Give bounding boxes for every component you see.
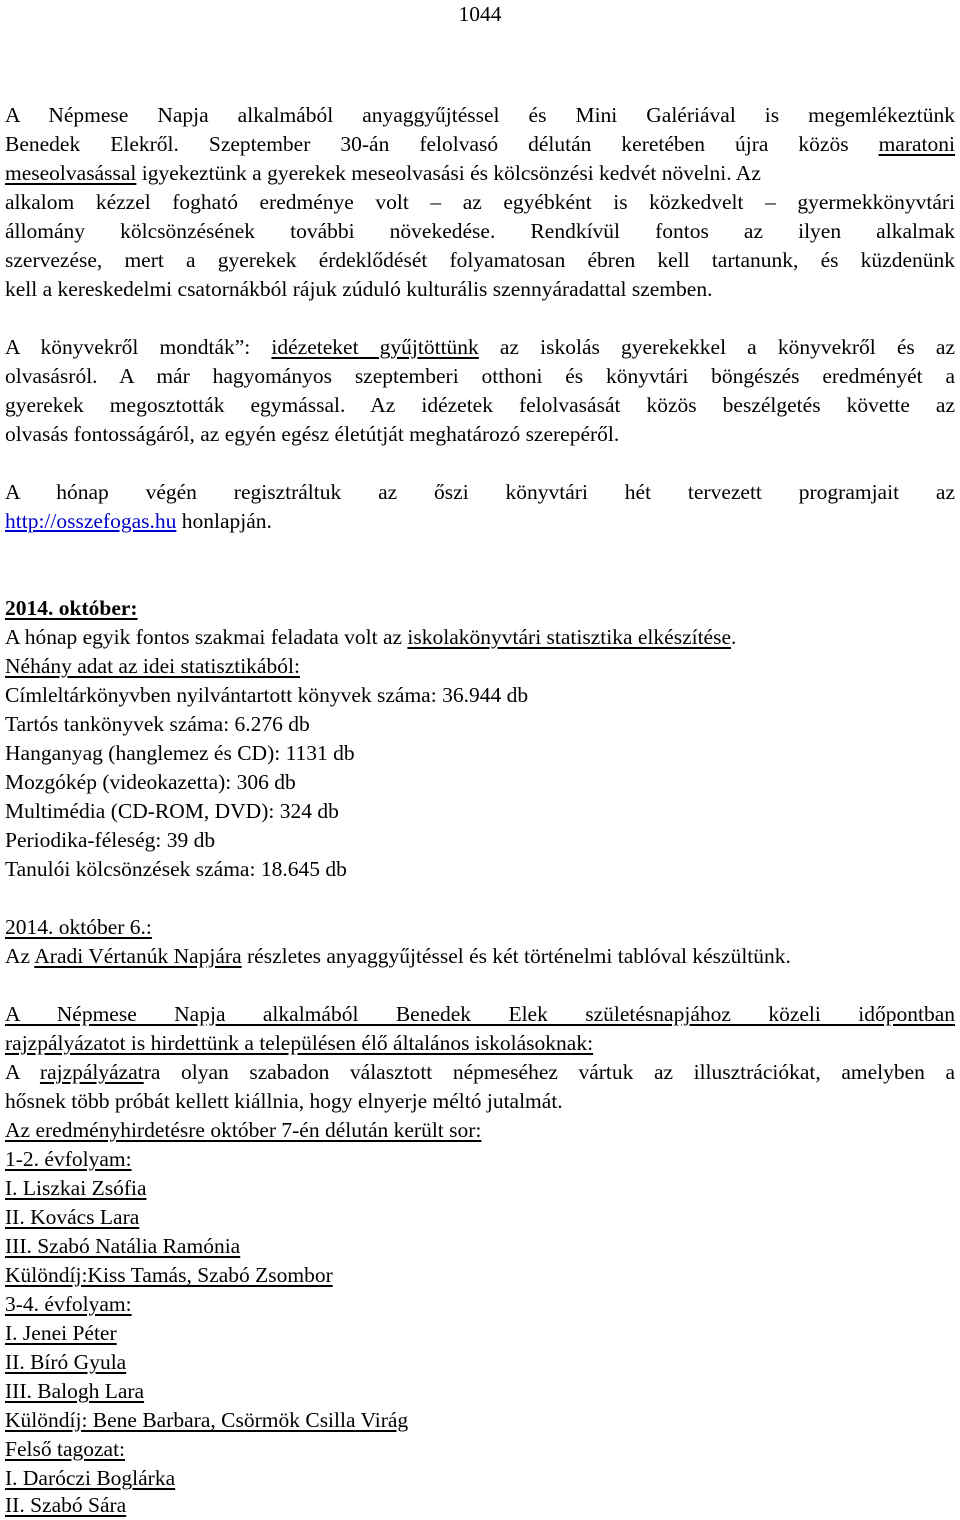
results-item: Különdíj:Kiss Tamás, Szabó Zsombor [5,1263,333,1287]
paragraph-1-line-6: szervezése, mert a gyerekek érdeklődését folyamatosan ébren kell tartanunk, és küzdenünk [5,248,955,272]
results-item: 3-4. évfolyam: [5,1292,132,1316]
results-item: I. Liszkai Zsófia [5,1176,147,1200]
results-item: III. Balogh Lara [5,1379,145,1403]
statistics-item: Mozgókép (videokazetta): 306 db [5,770,296,794]
contest-line-1: A Népmese Napja alkalmából Benedek Elek születésnapjához közeli időpontban [5,1002,955,1026]
underlined-text: maratoni [878,132,955,156]
text: az iskolás gyerekekkel a könyvekről és az [478,335,956,359]
results-item: I. Jenei Péter [5,1321,117,1345]
paragraph-1-line-2 [5,130,955,159]
text: A hónap egyik fontos szakmai feladata volt az [5,625,408,649]
paragraph-1-line-5: állomány kölcsönzésének további növekedése. Rendkívül fontos az ilyen alkalmak [5,219,955,243]
underlined-text: Aradi Vértanúk Napjára [34,944,242,968]
contest-line-4: hősnek több próbát kellett kiállnia, hogy elnyerje méltó jutalmát. [5,1089,563,1113]
paragraph-2-line-4: olvasás fontosságáról, az egyén egész életútját meghatározó szerepéről. [5,422,620,446]
october-heading [5,594,138,623]
statistics-item: Tartós tankönyvek száma: 6.276 db [5,712,310,736]
statistics-item: Hanganyag (hanglemez és CD): 1131 db [5,741,355,765]
statistics-item: Periodika-féleség: 39 db [5,828,216,852]
results-item: III. Szabó Natália Ramónia [5,1234,241,1258]
text: . [731,625,737,649]
paragraph-1-line-7: kell a kereskedelmi csatornákból rájuk zúduló kulturális szennyáradattal szemben. [5,277,713,301]
underlined-text: rajzpályázat [39,1060,144,1084]
contest-line-2: rajzpályázatot is hirdettünk a településen élő általános iskolásoknak: [5,1031,594,1055]
october-6-heading: 2014. október 6.: [5,915,152,939]
results-item: I. Daróczi Boglárka [5,1466,176,1490]
contest-line-3 [5,1058,955,1087]
statistics-item: Címleltárkönyvben nyilvántartott könyvek száma: 36.944 db [5,683,529,707]
results-item: II. Szabó Sára [5,1493,127,1517]
statistics-heading: Néhány adat az idei statisztikából: [5,654,300,678]
results-item: Felső tagozat: [5,1437,126,1461]
text: ra olyan szabadon választott népmeséhez vártuk az illusztrációkat, amelyben a [143,1060,955,1084]
paragraph-2-line-2: olvasásról. A már hagyományos szeptemberi otthoni és könyvtári böngészés eredményét a [5,364,955,388]
results-item: II. Kovács Lara [5,1205,140,1229]
website-link[interactable]: http://osszefogas.hu [5,509,177,533]
paragraph-2-line-1 [5,333,955,362]
paragraph-3-line-2 [5,507,272,536]
paragraph-1-line-4: alkalom kézzel fogható eredménye volt – az egyébként is közkedvelt – gyermekkönyvtári [5,190,955,214]
heading-month: október: [53,596,138,620]
underlined-text: iskolakönyvtári statisztika elkészítése [407,625,732,649]
paragraph-1-line-3 [5,159,761,188]
statistics-item: Multimédia (CD-ROM, DVD): 324 db [5,799,339,823]
paragraph-2-line-3: gyerekek megosztották egymással. Az idézetek felolvasását közös beszélgetés követte az [5,393,955,417]
statistics-item: Tanulói kölcsönzések száma: 18.645 db [5,857,347,881]
october-line-1 [5,623,736,652]
october-6-line-1 [5,942,791,971]
text: Benedek Elekről. Szeptember 30-án felolvasó délután keretében újra közös [5,132,879,156]
heading-year: 2014. [5,596,54,620]
results-item: Különdíj: Bene Barbara, Csörmök Csilla Virág [5,1408,409,1432]
paragraph-3-line-1: A hónap végén regisztráltuk az őszi könyvtári hét tervezett programjait az [5,480,955,504]
text: részletes anyaggyűjtéssel és két történelmi tablóval készültünk. [241,944,791,968]
text: A [5,1060,40,1084]
text: igyekeztünk a gyerekek meseolvasási és kölcsönzési kedvét növelni. Az [136,161,761,185]
text: A könyvekről mondták”: [5,335,272,359]
underlined-text: idézeteket gyűjtöttünk [271,335,479,359]
results-item: 1-2. évfolyam: [5,1147,132,1171]
paragraph-1-line-1: A Népmese Napja alkalmából anyaggyűjtéssel és Mini Galériával is megemlékeztünk [5,103,955,127]
results-heading: Az eredményhirdetésre október 7-én délután került sor: [5,1118,482,1142]
results-item: II. Bíró Gyula [5,1350,127,1374]
underlined-text: meseolvasással [5,161,137,185]
page-number: 1044 [458,2,502,26]
text: Az [5,944,35,968]
text: honlapján. [176,509,272,533]
